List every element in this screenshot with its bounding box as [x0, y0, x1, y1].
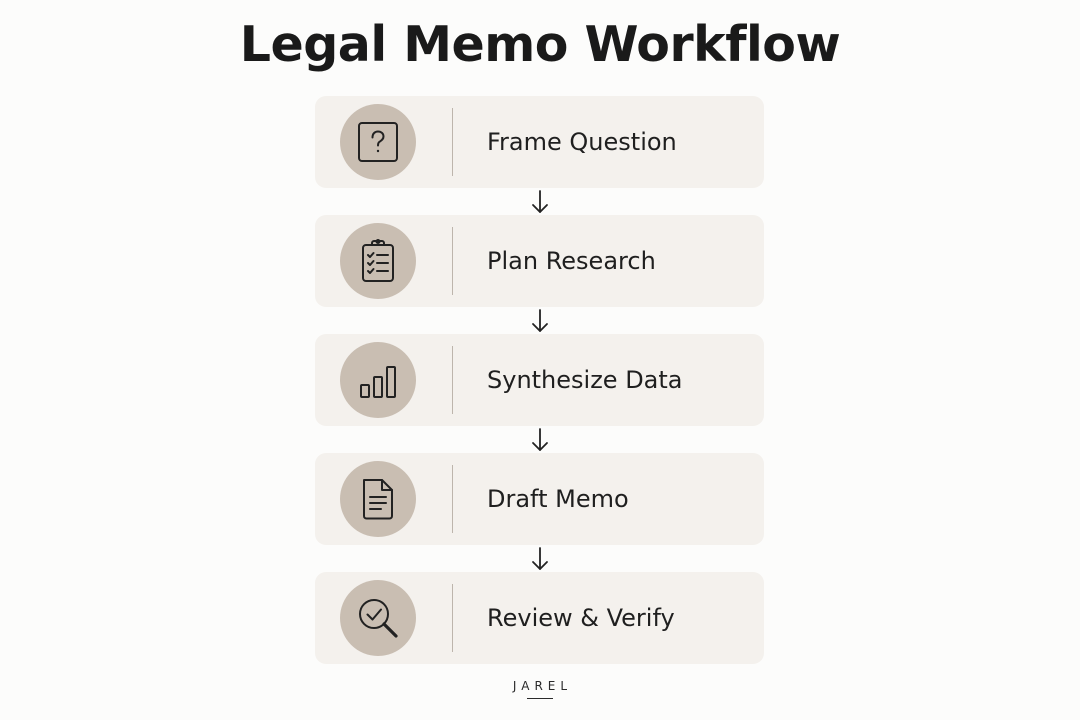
step-label: Draft Memo: [487, 485, 629, 513]
step-icon-circle: [340, 580, 416, 656]
step-icon-circle: [340, 223, 416, 299]
diagram-title: Legal Memo Workflow: [239, 16, 841, 73]
brand-logo: JAREL: [512, 679, 573, 693]
brand-underline: [527, 698, 553, 699]
step-synthesize-data: [315, 334, 764, 426]
flow-arrow: [315, 188, 764, 215]
clipboard-checklist-icon: [355, 238, 401, 284]
document-icon: [355, 476, 401, 522]
arrow-down-icon: [530, 188, 550, 215]
flow-arrow: [315, 307, 764, 334]
step-plan-research: [315, 215, 764, 307]
workflow: [315, 96, 764, 664]
step-divider: [452, 584, 453, 652]
step-icon-circle: [340, 461, 416, 537]
step-label: Review & Verify: [487, 604, 675, 632]
step-label: Frame Question: [487, 128, 677, 156]
step-label: Synthesize Data: [487, 366, 683, 394]
step-divider: [452, 227, 453, 295]
arrow-down-icon: [530, 545, 550, 572]
step-icon-circle: [340, 104, 416, 180]
flow-arrow: [315, 545, 764, 572]
bar-chart-icon: [355, 357, 401, 403]
arrow-down-icon: [530, 426, 550, 453]
question-icon: [355, 119, 401, 165]
step-frame-question: [315, 96, 764, 188]
step-divider: [452, 108, 453, 176]
step-divider: [452, 465, 453, 533]
step-draft-memo: [315, 453, 764, 545]
step-divider: [452, 346, 453, 414]
step-review-verify: [315, 572, 764, 664]
step-icon-circle: [340, 342, 416, 418]
arrow-down-icon: [530, 307, 550, 334]
flow-arrow: [315, 426, 764, 453]
step-label: Plan Research: [487, 247, 656, 275]
magnifier-check-icon: [355, 595, 401, 641]
